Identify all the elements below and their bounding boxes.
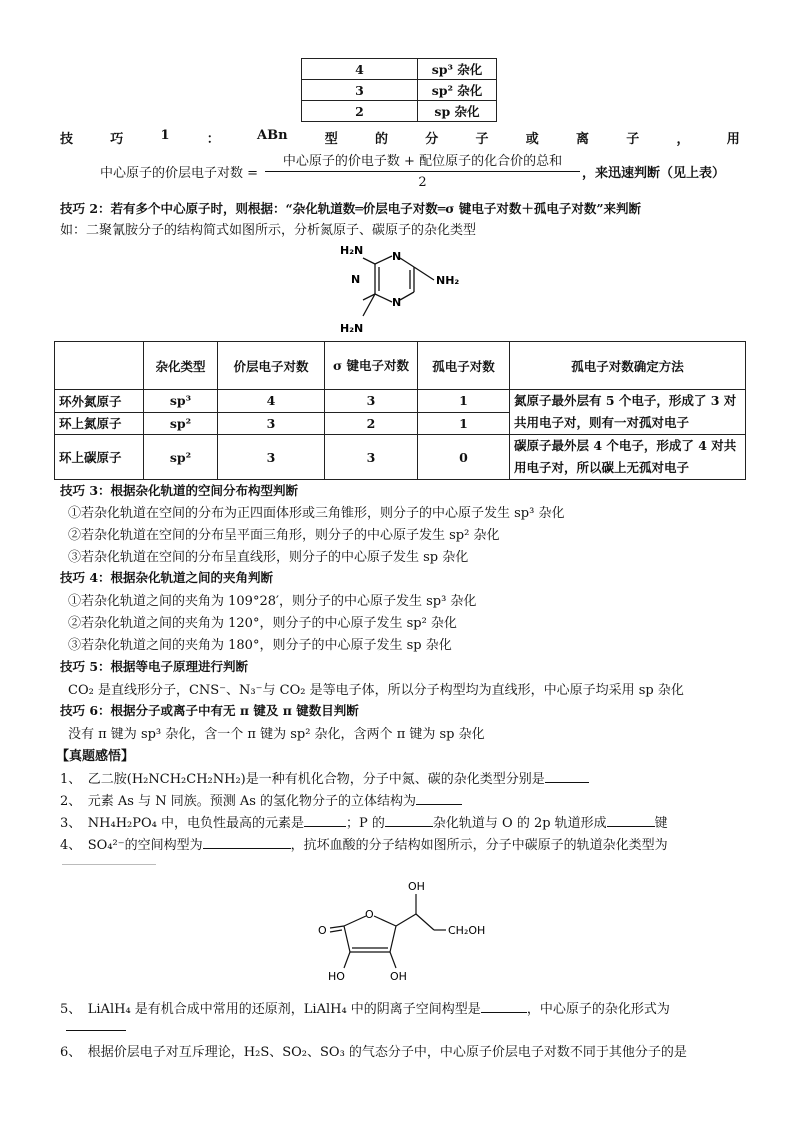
question-5 — [60, 998, 670, 1017]
tip1-char: 用 — [726, 132, 740, 147]
question-text: 1、 乙二胺(H₂NCH₂CH₂NH₂)是一种有机化合物，分子中氮、碳的杂化类型分别是 — [60, 772, 545, 787]
ring-n-label: N — [392, 296, 402, 309]
answer-blank[interactable] — [304, 826, 346, 827]
tip5-text: CO₂ 是直线形分子，CNS⁻、N₃⁻与 CO₂ 是等电子体，所以分子构型均为直线形，中心原子均采用 sp 杂化 — [68, 683, 684, 698]
hybrid-type-cell: sp³ 杂化 — [418, 59, 497, 80]
hybrid-analysis-table — [54, 341, 746, 480]
tip4-item: ①若杂化轨道之间的夹角为 109°28′，则分子的中心原子发生 sp³ 杂化 — [68, 594, 477, 609]
tip3-item: ②若杂化轨道在空间的分布呈平面三角形，则分子的中心原子发生 sp² 杂化 — [68, 528, 500, 543]
sigma-cell: 2 — [325, 412, 418, 435]
method-n-cell: 氮原子最外层有 5 个电子，形成了 3 对共用电子对，则有一对孤对电子 — [510, 390, 746, 435]
question-4 — [60, 834, 668, 853]
ch2oh-label: CH₂OH — [448, 924, 486, 937]
oh-left-label: HO — [328, 970, 345, 983]
table-row — [302, 101, 497, 122]
section-title: 【真题感悟】 — [56, 749, 135, 764]
tip1-char: ， — [676, 132, 690, 147]
valence-cell: 3 — [218, 412, 325, 435]
tip1-char: 的 — [375, 132, 389, 147]
tip6-text: 没有 π 键为 sp³ 杂化，含一个 π 键为 sp² 杂化，含两个 π 键为 sp 杂化 — [68, 727, 485, 742]
tip4-item: ②若杂化轨道之间的夹角为 120°，则分子的中心原子发生 sp² 杂化 — [68, 616, 457, 631]
header-cell: σ 键电子对数 — [325, 342, 418, 390]
nh2-right-label: NH₂ — [436, 274, 460, 287]
tip1-char: ABn — [257, 128, 288, 143]
oh-right-label: OH — [390, 970, 407, 983]
header-cell: 孤电子对数确定方法 — [510, 342, 746, 390]
answer-blank-q4[interactable] — [62, 864, 156, 865]
melamine-structure — [330, 236, 490, 340]
tip1-char: 巧 — [110, 132, 124, 147]
header-cell — [55, 342, 144, 390]
tip3-item: ③若杂化轨道在空间的分布呈直线形，则分子的中心原子发生 sp 杂化 — [68, 550, 469, 565]
question-2 — [60, 790, 462, 809]
tip2-line2: 如：二聚氰胺分子的结构简式如图所示，分析氮原子、碳原子的杂化类型 — [60, 223, 477, 238]
tip6-heading: 技巧 6：根据分子或离子中有无 π 键及 π 键数目判断 — [60, 703, 359, 718]
question-text: ；P 的 — [346, 816, 385, 831]
question-text: 5、 LiAlH₄ 是有机合成中常用的还原剂，LiAlH₄ 中的阴离子空间构型是 — [60, 1002, 481, 1017]
answer-blank[interactable] — [545, 782, 589, 783]
answer-blank[interactable] — [203, 848, 291, 849]
answer-blank[interactable] — [607, 826, 655, 827]
pair-count-cell: 2 — [302, 101, 418, 122]
question-1 — [60, 768, 589, 787]
sigma-cell: 3 — [325, 435, 418, 480]
hybrid-type-cell: sp 杂化 — [418, 101, 497, 122]
ring-n-label: N — [392, 250, 402, 263]
answer-blank[interactable] — [385, 826, 433, 827]
hybrid-type-cell: sp² 杂化 — [418, 80, 497, 101]
pair-count-cell: 3 — [302, 80, 418, 101]
tip3-item: ①若杂化轨道在空间的分布为正四面体形或三角锥形，则分子的中心原子发生 sp³ 杂化 — [68, 506, 565, 521]
tip1-char: 技 — [60, 132, 74, 147]
tip1-char: 或 — [525, 132, 539, 147]
formula-denominator: 2 — [418, 175, 427, 190]
atom-cell: 环上氮原子 — [55, 412, 144, 435]
question-6 — [60, 1041, 687, 1060]
question-text: 键 — [654, 816, 668, 831]
question-text: 4、 SO₄²⁻的空间构型为 — [60, 838, 203, 853]
valence-cell: 4 — [218, 390, 325, 413]
ring-n-label: N — [351, 273, 361, 286]
table-row — [55, 390, 746, 413]
tip1-heading — [60, 128, 740, 147]
type-cell: sp³ — [144, 390, 218, 413]
tip1-char: 子 — [626, 132, 640, 147]
table-row — [55, 435, 746, 480]
formula-fraction — [265, 150, 580, 190]
answer-blank[interactable] — [416, 804, 462, 805]
atom-cell: 环上碳原子 — [55, 435, 144, 480]
ring-oxygen-label: O — [365, 908, 374, 921]
table-row — [302, 80, 497, 101]
answer-blank-q5[interactable] — [66, 1030, 126, 1031]
tip1-char: 子 — [475, 132, 489, 147]
sigma-cell: 3 — [325, 390, 418, 413]
tip1-char: ： — [206, 132, 220, 147]
question-text: ，中心原子的杂化形式为 — [526, 1002, 670, 1017]
table-row — [302, 59, 497, 80]
tip1-char: 1 — [160, 128, 170, 143]
question-text: 杂化轨道与 O 的 2p 轨道形成 — [432, 816, 607, 831]
header-cell: 价层电子对数 — [218, 342, 325, 390]
top-hybrid-table — [301, 58, 497, 122]
answer-blank[interactable] — [481, 1012, 527, 1013]
tip4-heading: 技巧 4：根据杂化轨道之间的夹角判断 — [60, 570, 274, 585]
lone-cell: 0 — [418, 435, 510, 480]
atom-cell: 环外氮原子 — [55, 390, 144, 413]
table-header-row — [55, 342, 746, 390]
tip5-heading: 技巧 5：根据等电子原理进行判断 — [60, 659, 249, 674]
tip2-line1: 技巧 2：若有多个中心原子时，则根据：“杂化轨道数═价层电子对数═σ 键电子对数＋孤电子对数”来判断 — [60, 201, 642, 216]
tip1-char: 型 — [324, 132, 338, 147]
method-c-cell: 碳原子最外层 4 个电子，形成了 4 对共用电子对，所以碳上无孤对电子 — [510, 435, 746, 480]
tip4-item: ③若杂化轨道之间的夹角为 180°，则分子的中心原子发生 sp 杂化 — [68, 638, 452, 653]
valence-cell: 3 — [218, 435, 325, 480]
type-cell: sp² — [144, 412, 218, 435]
type-cell: sp² — [144, 435, 218, 480]
oh-top-label: OH — [408, 880, 425, 893]
question-text: ，抗坏血酸的分子结构如图所示，分子中碳原子的轨道杂化类型为 — [290, 838, 668, 853]
nh2-bottom-label: H₂N — [340, 322, 364, 335]
header-cell: 杂化类型 — [144, 342, 218, 390]
nh2-top-label: H₂N — [340, 244, 364, 257]
question-text: 6、 根据价层电子对互斥理论，H₂S、SO₂、SO₃ 的气态分子中，中心原子价层电子对数不同于其他分子的是 — [60, 1045, 687, 1060]
tip3-heading: 技巧 3：根据杂化轨道的空间分布构型判断 — [60, 483, 299, 498]
question-3 — [60, 812, 668, 831]
carbonyl-oxygen-label: O — [318, 924, 327, 937]
lone-cell: 1 — [418, 390, 510, 413]
formula-numerator: 中心原子的价电子数 + 配位原子的化合价的总和 — [265, 150, 580, 172]
question-text: 2、 元素 As 与 N 同族。预测 As 的氢化物分子的立体结构为 — [60, 794, 417, 809]
header-cell: 孤电子对数 — [418, 342, 510, 390]
pair-count-cell: 4 — [302, 59, 418, 80]
lone-cell: 1 — [418, 412, 510, 435]
ascorbic-acid-structure — [296, 876, 516, 988]
formula-left: 中心原子的价层电子对数 = — [100, 166, 259, 181]
formula-right: ，来迅速判断（见上表） — [582, 166, 726, 181]
tip1-char: 离 — [576, 132, 590, 147]
tip1-char: 分 — [425, 132, 439, 147]
question-text: 3、 NH₄H₂PO₄ 中，电负性最高的元素是 — [60, 816, 304, 831]
